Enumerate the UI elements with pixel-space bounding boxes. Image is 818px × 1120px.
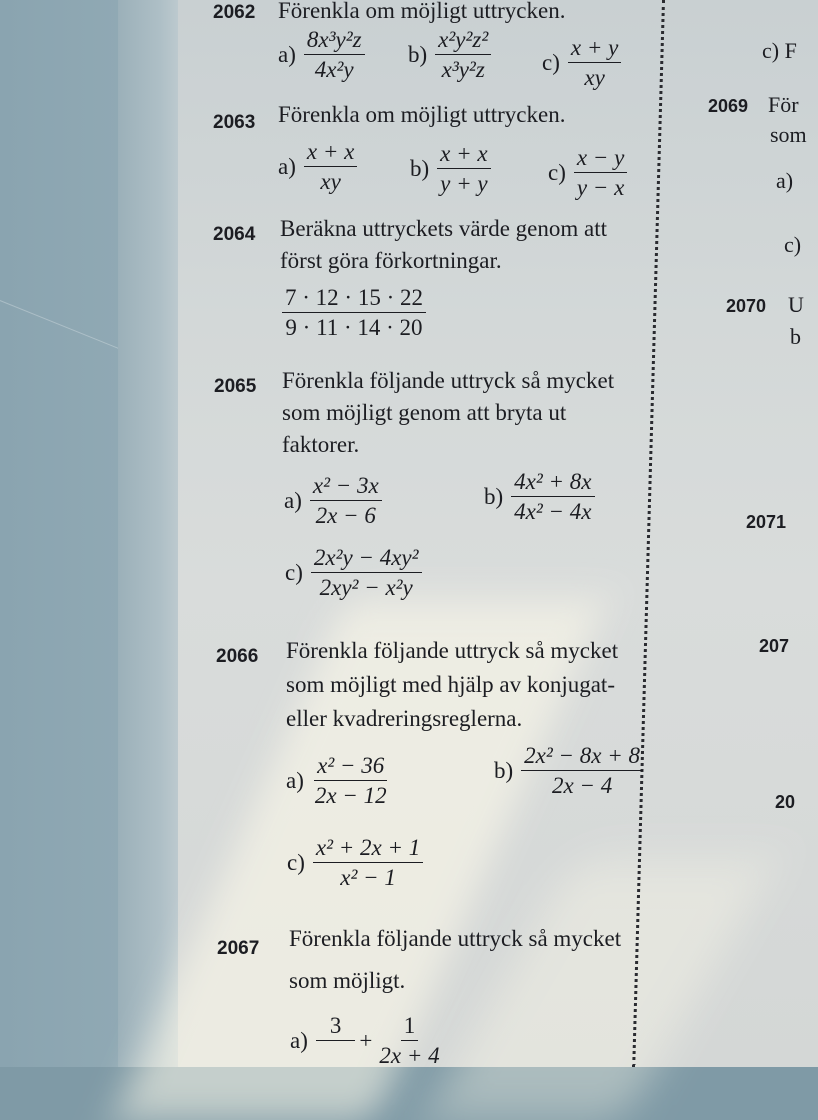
problem-number: 2071 (746, 512, 787, 532)
problem-number: 2065 (214, 376, 257, 397)
problem-text: Förenkla följande uttryck så mycket (289, 926, 622, 951)
numerator: x − y (574, 146, 627, 173)
numerator: x + y (568, 36, 621, 63)
fraction (311, 546, 422, 599)
problem-text: Förenkla följande uttryck så mycket (282, 368, 615, 393)
denominator: 2x + 4 (379, 1043, 440, 1068)
denominator: x² − 1 (340, 865, 396, 890)
option-c (287, 836, 423, 889)
numerator: x² − 3x (310, 474, 382, 501)
denominator: y − x (576, 175, 625, 200)
option-label: c) (285, 559, 303, 585)
option-label: a) (286, 767, 304, 793)
problem-number: 2064 (213, 224, 256, 245)
problem-text: Beräkna uttryckets värde genom att (280, 216, 607, 241)
numerator: x + x (437, 142, 490, 169)
problem-number: 20 (775, 792, 796, 812)
numerator: x²y²z² (435, 28, 491, 55)
denominator: xy (320, 169, 341, 194)
numerator: 4x² + 8x (511, 470, 594, 497)
problem-text: först göra förkortningar. (280, 248, 502, 273)
option-label: a) (278, 153, 296, 179)
right-col-text: För (768, 92, 799, 117)
fraction (435, 28, 491, 81)
option-a (278, 28, 365, 81)
problem-number: 2063 (213, 112, 256, 133)
denominator: 4x²y (314, 57, 354, 82)
fraction (304, 140, 357, 193)
problem-text: som möjligt genom att bryta ut (282, 400, 567, 425)
option-a (286, 754, 390, 807)
denominator: y + y (440, 171, 488, 196)
problem-text: faktorer. (282, 432, 360, 457)
problem-text: Förenkla om möjligt uttrycken. (278, 102, 566, 127)
denominator (330, 1041, 342, 1067)
problem-number: 2069 (708, 96, 749, 116)
option-b (410, 142, 491, 195)
option-label: b) (484, 483, 504, 509)
numerator: 7 · 12 · 15 · 22 (282, 286, 426, 313)
option-label: b) (408, 41, 428, 67)
option-b (484, 470, 595, 523)
option-label: b) (410, 155, 430, 181)
problem-text: som möjligt. (289, 968, 406, 993)
plus-sign: + (359, 1027, 373, 1053)
fraction (521, 744, 643, 797)
problem-number: 2070 (726, 296, 767, 316)
numerator: x² + 2x + 1 (313, 836, 423, 863)
numerator: x² − 36 (314, 754, 387, 781)
denominator: 2x − 4 (551, 773, 613, 798)
problem-number: 207 (759, 636, 790, 656)
denominator: xy (584, 65, 605, 90)
problem-text: eller kvadreringsreglerna. (286, 706, 523, 731)
numerator: 2x²y − 4xy² (311, 546, 422, 573)
numerator: 3 (316, 1014, 356, 1041)
option-label: a) (290, 1027, 308, 1053)
problem-text: Förenkla följande uttryck så mycket (286, 638, 619, 663)
option-c (285, 546, 422, 599)
option-label: c) (548, 159, 566, 185)
problem-text: Förenkla om möjligt uttrycken. (278, 0, 566, 23)
numerator: 1 (401, 1014, 419, 1041)
denominator: 2xy² − x²y (319, 575, 413, 600)
denominator: 9 · 11 · 14 · 20 (285, 315, 423, 340)
denominator: x³y²z (441, 57, 485, 82)
right-col-text: U (788, 292, 804, 317)
fraction (376, 1014, 442, 1067)
option-a (284, 474, 382, 527)
option-label: b) (494, 757, 514, 783)
right-col-text: som (770, 122, 807, 147)
right-col-text: a) (776, 168, 794, 193)
fraction (568, 36, 621, 89)
numerator: 8x³y²z (304, 28, 365, 55)
fraction (310, 474, 382, 527)
option-c (542, 36, 621, 89)
numerator: x + x (304, 140, 357, 167)
option-label: c) (542, 49, 560, 75)
fraction (313, 836, 423, 889)
option-label: c) (287, 849, 305, 875)
option-b (494, 744, 643, 797)
option-label: a) (278, 41, 296, 67)
fraction (304, 28, 365, 81)
option-a (278, 140, 357, 193)
fraction (316, 1014, 356, 1067)
option-a (290, 1014, 443, 1067)
fraction (282, 286, 426, 339)
right-col-text: c) (784, 232, 802, 257)
problem-text: som möjligt med hjälp av konjugat- (286, 672, 615, 697)
denominator: 2x − 12 (314, 783, 387, 808)
fraction (312, 754, 390, 807)
fraction (574, 146, 627, 199)
right-col-text: b (790, 324, 801, 349)
fraction (511, 470, 594, 523)
fraction (437, 142, 490, 195)
right-col-text: c) F (762, 38, 797, 63)
problem-number: 2067 (217, 938, 260, 959)
expression (282, 286, 426, 339)
problem-number: 2066 (216, 646, 259, 667)
denominator: 2x − 6 (315, 503, 376, 528)
option-c (548, 146, 627, 199)
denominator: 4x² − 4x (514, 499, 592, 524)
numerator: 2x² − 8x + 8 (521, 744, 643, 771)
problem-number: 2062 (213, 2, 256, 23)
option-label: a) (284, 487, 302, 513)
option-b (408, 28, 491, 81)
